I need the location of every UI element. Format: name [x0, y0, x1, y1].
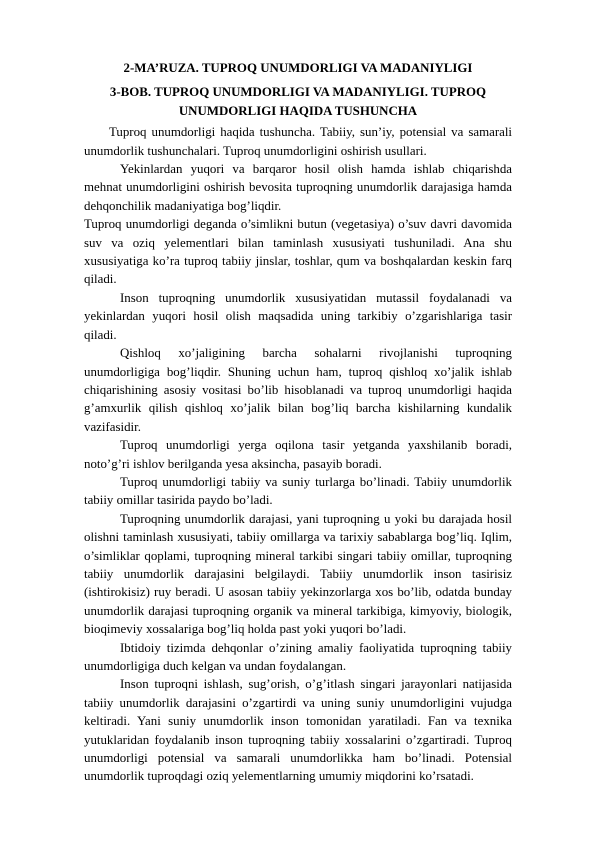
paragraph-8: Tuproqning unumdorlik darajasi, yani tuproqning u yoki bu darajada hosil olishni taminlash xususiyati, tabiiy omillarga va tarixiy sabablarga bog’liq. Iqlim, o’simliklar qoplami, tuproqning mineral tarkibi singari tabiiy omillar, tuproqning tabiiy unumdorlik darajasini belgilaydi. Tabiiy unumdorlik inson tasirisiz (ishtirokisiz) ruy beradi. U asosan tabiiy yekinzorlarga xos bo’lib, odatda bunday unumdorlik darajasi tuproqning organik va mineral tarkibiga, kimyoviy, biologik, bioqimeviy xossalariga bog’liq holda past yoki yuqori bo’ladi.	[84, 511, 512, 637]
paragraph-3: Tuproq unumdorligi deganda o’simlikni butun (vegetasiya) o’suv davri davomida suv va oziq yelementlari bilan taminlash xususiyati tushuniladi. Ana shu xususiyatiga ko’ra tuproq tabiiy jinslar, toshlar, qum va boshqalardan keskin farq qiladi.	[84, 217, 512, 287]
paragraph-2: Yekinlardan yuqori va barqaror hosil olish hamda ishlab chiqarishda mehnat unumdorligini oshirish bevosita tuproqning unumdorlik darajasiga hamda dehqonchilik madaniyatiga bog’liqdir.	[84, 162, 512, 213]
paragraph-9: Ibtidoiy tizimda dehqonlar o’zining amaliy faoliyatida tuproqning tabiiy unumdorligiga duch kelgan va undan foydalangan.	[84, 640, 512, 673]
paragraph-10: Inson tuproqni ishlash, sug’orish, o’g’itlash singari jarayonlari natijasida tabiiy unumdorlik darajasini o’zgartirdi va uning suniy unumdorligini vujudga keltiradi. Yani suniy unumdorlik inson tomonidan yaratiladi. Fan va texnika yutuklaridan foydalanib inson tuproqning tabiiy xossalarini o’zgartiradi. Tuproq unumdorligi potensial va samarali unumdorlikka ham bo’linadi. Potensial unumdorlik tuproqdagi oziq yelementlarning umumiy miqdorini ko’rsatadi.	[84, 677, 512, 784]
paragraph-4: Inson tuproqning unumdorlik xususiyatidan mutassil foydalanadi va yekinlardan yuqori hosil olish maqsadida uning tarkibiy o’zgarishlariga tasir qiladi.	[84, 290, 512, 342]
paragraph-6: Tuproq unumdorligi yerga oqilona tasir yetganda yaxshilanib boradi, noto’g’ri ishlov berilganda yesa aksincha, pasayib boradi.	[84, 438, 512, 471]
lecture-title: 2-MA’RUZA. TUPROQ UNUMDORLIGI VA MADANIYLIGI	[123, 61, 473, 75]
chapter-title: 3-BOB. TUPROQ UNUMDORLIGI VA MADANIYLIGI. TUPROQ UNUMDORLIGI HAQIDA TUSHUNCHA	[109, 85, 487, 118]
paragraph-1: Tuproq unumdorligi haqida tushuncha. Tabiiy, sun’iy, potensial va samarali unumdorlik tushunchalari. Tuproq unumdorligini oshirish usullari.	[84, 125, 512, 158]
paragraph-7: Tuproq unumdorligi tabiiy va suniy turlarga bo’linadi. Tabiiy unumdorlik tabiiy omillar tasirida paydo bo’ladi.	[84, 474, 512, 508]
document-page	[84, 52, 512, 786]
paragraph-5: Qishloq xo’jaligining barcha sohalarni rivojlanishi tuproqning unumdorligiga bog’liqdir. Shuning uchun ham, tuproq qishloq xo’jalik ishlab chiqarishining asosiy vositasi bo’lib hisoblanadi va tuproq unumdorligi haqida g’amxurlik qilish qishloq xo’jalik bilan bog’liq barcha kishilarning kundalik vazifasidir.	[84, 346, 512, 434]
